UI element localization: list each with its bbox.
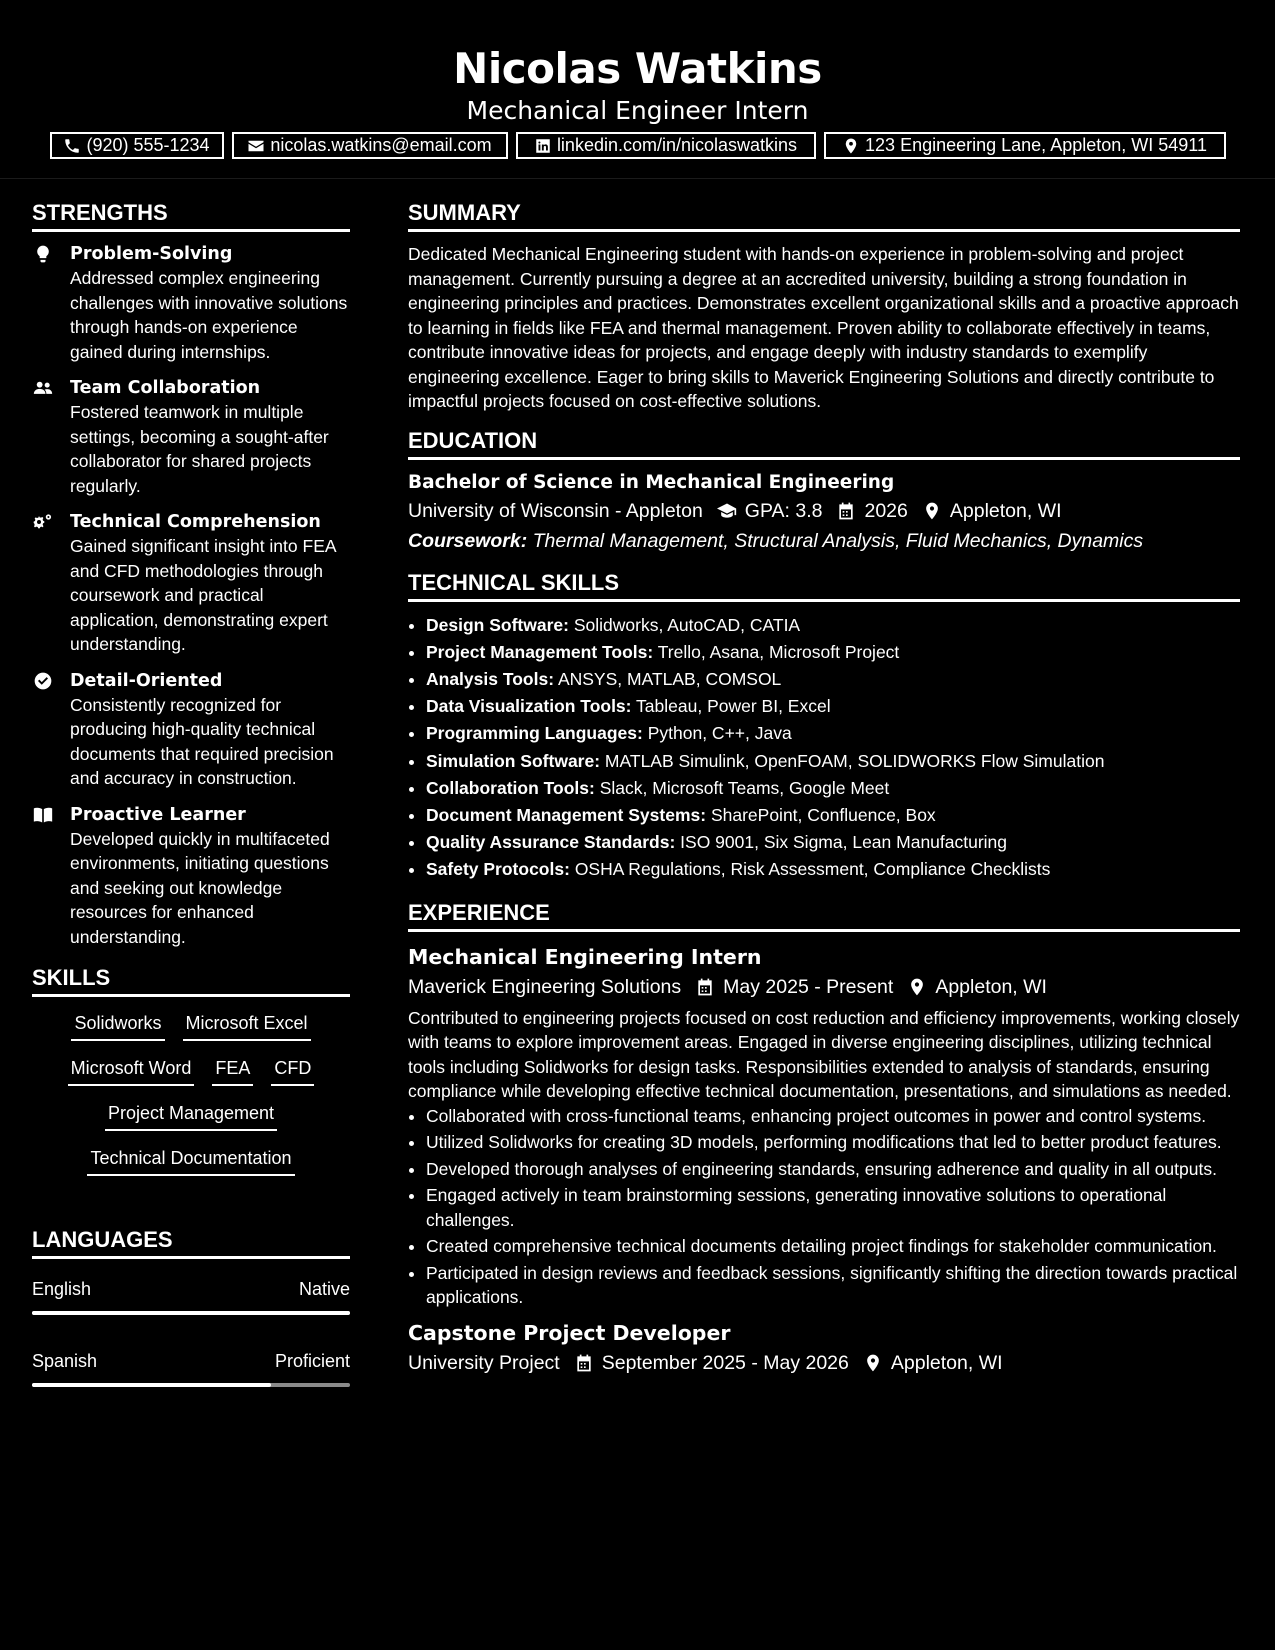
language-name: Spanish	[32, 1351, 98, 1371]
strength-description: Addressed complex engineering challenges with innovative solutions through hands-on experience gained during internships.	[70, 268, 348, 362]
company-name: University Project	[408, 1351, 560, 1374]
strength-item	[32, 669, 350, 791]
job-meta	[408, 1348, 1240, 1378]
skill-tag: Project Management	[105, 1099, 277, 1131]
skill-tag: Microsoft Word	[68, 1054, 195, 1086]
job-meta	[408, 972, 1240, 1002]
strength-description: Gained significant insight into FEA and CFD methodologies through coursework and practical application, demonstrating expert understanding.	[70, 536, 336, 654]
strength-item	[32, 803, 350, 950]
strength-title: Team Collaboration	[70, 378, 261, 398]
skill-tag: CFD	[271, 1054, 314, 1086]
strength-description: Developed quickly in multifaceted environments, initiating questions and seeking out knowledge resources for enhanced understanding.	[70, 828, 330, 947]
calendar-icon	[836, 501, 856, 521]
users-icon	[32, 378, 54, 398]
phone-icon	[63, 137, 81, 155]
experience-section	[408, 898, 1240, 1378]
list-item: • Participated in design reviews and feedback sessions, significantly shifting the direction towards practical applications.	[426, 1261, 1240, 1310]
list-item: • Collaboration Tools: Slack, Microsoft Teams, Google Meet	[426, 775, 1240, 802]
book-open-icon	[32, 805, 54, 825]
summary-section	[408, 198, 1240, 414]
contact-text: 123 Engineering Lane, Appleton, WI 54911	[865, 135, 1207, 155]
coursework-label: Coursework:	[408, 529, 528, 552]
technical-skills-list	[408, 612, 1240, 884]
skills-section	[32, 963, 350, 1189]
section-heading: EDUCATION	[408, 426, 1240, 460]
languages-section	[32, 1225, 350, 1387]
job-dates: May 2025 - Present	[723, 975, 894, 998]
job-description: Contributed to engineering projects focused on cost reduction and efficiency improvements, working closely with teams to explore improvement areas. Engaged in diverse engineering disciplines, utilizing technical tools including Solidworks for design tasks. Responsibilities extended to analysis of standards, ensuring compliance while developing effective technical documentation, presentations, and simulations as needed.	[408, 1007, 1240, 1102]
proficiency-fill	[32, 1311, 350, 1315]
proficiency-fill	[32, 1383, 271, 1387]
lightbulb-icon	[32, 244, 54, 264]
summary-text: Dedicated Mechanical Engineering student with hands-on experience in problem-solving and project management. Currently pursuing a degree at an accredited university, building a strong foundation in engineering principles and practices. Demonstrates excellent organizational skills and a proactive approach to learning in fields like FEA and thermal management. Proven ability to collaborate effectively in teams, contribute innovative ideas for projects, and engage deeply with industry standards to exemplify engineering excellence. Eager to bring skills to Maverick Engineering Solutions and directly contribute to impactful projects focused on cost-effective solutions.	[408, 244, 1239, 411]
list-item: • Project Management Tools: Trello, Asana, Microsoft Project	[426, 639, 1240, 666]
section-heading: STRENGTHS	[32, 198, 350, 232]
calendar-icon	[695, 977, 715, 997]
location-icon	[863, 1353, 883, 1373]
list-item: • Developed thorough analyses of engineering standards, ensuring adherence and quality in all outputs.	[426, 1157, 1240, 1182]
language-proficiency-bar	[32, 1383, 350, 1387]
candidate-title: Mechanical Engineer Intern	[466, 96, 809, 125]
list-item: • Safety Protocols: OSHA Regulations, Risk Assessment, Compliance Checklists	[426, 856, 1240, 883]
coursework-list: Thermal Management, Structural Analysis, Fluid Mechanics, Dynamics	[532, 529, 1144, 552]
job-title: Mechanical Engineering Intern	[408, 944, 762, 969]
strength-description: Consistently recognized for producing high-quality technical documents that required precision and accuracy in construction.	[70, 694, 334, 788]
skill-tag: Microsoft Excel	[183, 1009, 311, 1041]
strength-description: Fostered teamwork in multiple settings, becoming a sought-after collaborator for shared projects regularly.	[70, 402, 329, 496]
language-level: Native	[298, 1279, 350, 1299]
skills-list	[32, 1009, 350, 1189]
check-circle-icon	[32, 671, 54, 691]
skill-tag: Solidworks	[71, 1009, 164, 1041]
list-item: • Utilized Solidworks for creating 3D models, performing modifications that led to better product features.	[426, 1130, 1240, 1155]
degree-title: Bachelor of Science in Mechanical Engineering	[408, 471, 895, 493]
job-entry	[408, 1318, 1240, 1378]
left-column	[32, 198, 350, 1421]
section-heading: LANGUAGES	[32, 1225, 350, 1259]
strength-item	[32, 376, 350, 498]
strength-title: Technical Comprehension	[70, 512, 321, 532]
list-item: • Quality Assurance Standards: ISO 9001, Six Sigma, Lean Manufacturing	[426, 829, 1240, 856]
list-item: • Engaged actively in team brainstorming sessions, generating innovative solutions to operational challenges.	[426, 1183, 1240, 1232]
job-location: Appleton, WI	[935, 975, 1047, 998]
strength-item	[32, 510, 350, 657]
job-dates: September 2025 - May 2026	[601, 1351, 849, 1374]
graduation-year: 2026	[864, 499, 908, 522]
strength-title: Detail-Oriented	[70, 670, 223, 691]
location-icon	[842, 137, 860, 155]
language-level: Proficient	[274, 1351, 350, 1371]
location-icon	[922, 501, 942, 521]
list-item: • Document Management Systems: SharePoint, Confluence, Box	[426, 802, 1240, 829]
gpa: GPA: 3.8	[744, 499, 823, 522]
graduation-cap-icon	[717, 501, 737, 521]
skill-tag: FEA	[212, 1054, 253, 1086]
job-location: Appleton, WI	[890, 1351, 1003, 1374]
contact-linkedin[interactable]	[516, 132, 816, 159]
section-heading: SKILLS	[32, 963, 350, 997]
list-item: • Programming Languages: Python, C++, Java	[426, 720, 1240, 747]
list-item: • Analysis Tools: ANSYS, MATLAB, COMSOL	[426, 666, 1240, 693]
list-item: • Data Visualization Tools: Tableau, Power BI, Excel	[426, 693, 1240, 720]
job-bullets	[408, 1104, 1240, 1310]
contact-text: nicolas.watkins@email.com	[270, 135, 492, 155]
school-name: University of Wisconsin - Appleton	[408, 499, 703, 522]
contact-text: linkedin.com/in/nicolaswatkins	[556, 135, 798, 155]
company-name: Maverick Engineering Solutions	[408, 975, 682, 998]
contact-address[interactable]	[824, 132, 1226, 159]
education-meta	[408, 496, 1240, 526]
coursework	[408, 526, 1240, 556]
header-divider	[0, 178, 1275, 179]
resume-header	[0, 0, 1275, 159]
section-heading: TECHNICAL SKILLS	[408, 568, 1240, 602]
list-item: • Created comprehensive technical documents detailing project findings for stakeholder communication.	[426, 1234, 1240, 1259]
language-item	[32, 1349, 350, 1387]
list-item: • Design Software: Solidworks, AutoCAD, CATIA	[426, 612, 1240, 639]
contact-email[interactable]	[232, 132, 508, 159]
language-proficiency-bar	[32, 1311, 350, 1315]
candidate-name: Nicolas Watkins	[453, 44, 822, 93]
contact-bar	[0, 132, 1275, 159]
job-entry	[408, 942, 1240, 1310]
skill-tag: Technical Documentation	[87, 1144, 294, 1176]
strength-title: Problem-Solving	[70, 244, 233, 264]
strength-title: Proactive Learner	[70, 804, 246, 825]
location-icon	[907, 977, 927, 997]
education-section	[408, 426, 1240, 556]
language-name: English	[32, 1279, 92, 1299]
list-item: • Simulation Software: MATLAB Simulink, OpenFOAM, SOLIDWORKS Flow Simulation	[426, 748, 1240, 775]
email-icon	[247, 137, 265, 155]
job-title: Capstone Project Developer	[408, 1320, 731, 1345]
contact-phone[interactable]	[50, 132, 224, 159]
school-location: Appleton, WI	[949, 499, 1062, 522]
calendar-icon	[574, 1353, 594, 1373]
contact-text: (920) 555-1234	[86, 135, 210, 155]
gears-icon	[32, 512, 54, 532]
section-heading: SUMMARY	[408, 198, 1240, 232]
list-item: • Collaborated with cross-functional teams, enhancing project outcomes in power and control systems.	[426, 1104, 1240, 1129]
right-column	[408, 198, 1240, 1378]
strength-item	[32, 242, 350, 364]
section-heading: EXPERIENCE	[408, 898, 1240, 932]
linkedin-icon	[534, 137, 552, 155]
technical-skills-section	[408, 568, 1240, 884]
language-item	[32, 1277, 350, 1315]
strengths-section	[32, 198, 350, 949]
